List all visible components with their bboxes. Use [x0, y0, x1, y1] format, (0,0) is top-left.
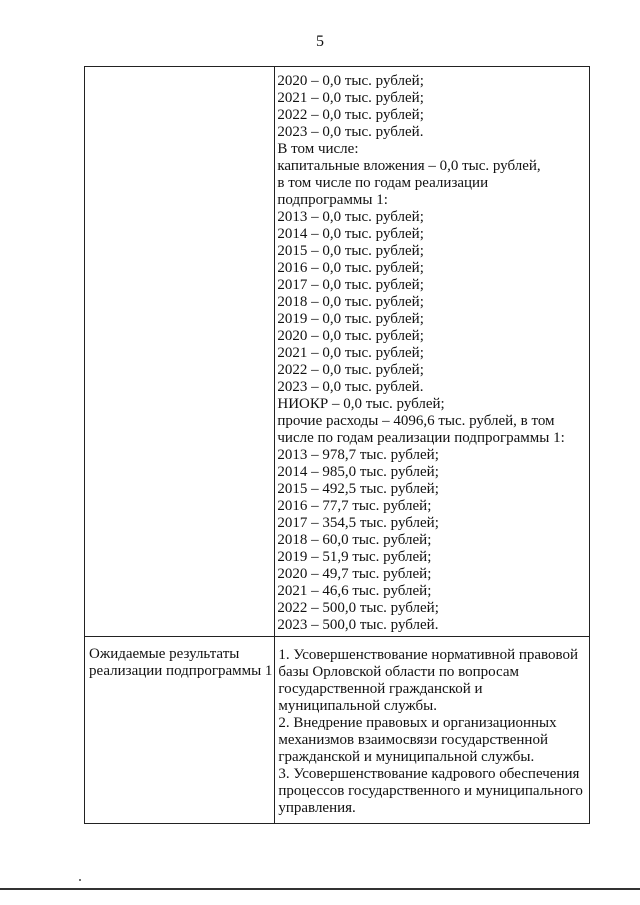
funding-label-cell [85, 67, 275, 637]
text-line: государственной гражданской и [278, 681, 483, 697]
text-line: 2021 – 0,0 тыс. рублей; [277, 90, 424, 106]
text-line: 2019 – 0,0 тыс. рублей; [277, 311, 424, 327]
text-line: 2018 – 60,0 тыс. рублей; [277, 532, 432, 548]
text-line: механизмов взаимосвязи государственной [278, 732, 548, 748]
text-line: 2021 – 0,0 тыс. рублей; [277, 345, 424, 361]
text-line: Ожидаемые результаты [89, 646, 240, 662]
text-line: подпрограммы 1: [277, 192, 388, 208]
subprogram-passport-table [84, 66, 590, 824]
results-value-lines [275, 637, 589, 823]
text-line: 2023 – 0,0 тыс. рублей. [277, 379, 424, 395]
text-line: 2021 – 46,6 тыс. рублей; [277, 583, 432, 599]
funding-value-cell [275, 67, 590, 637]
text-line: 2019 – 51,9 тыс. рублей; [277, 549, 432, 565]
text-line: 2013 – 0,0 тыс. рублей; [277, 209, 424, 225]
text-line: управления. [278, 800, 356, 816]
results-label-lines [85, 637, 274, 680]
funding-row [85, 67, 590, 637]
text-line: 2023 – 500,0 тыс. рублей. [277, 617, 439, 633]
results-row [85, 637, 590, 824]
text-line: в том числе по годам реализации [277, 175, 489, 191]
text-line: 2015 – 492,5 тыс. рублей; [277, 481, 439, 497]
text-line: 2015 – 0,0 тыс. рублей; [277, 243, 424, 259]
text-line: 2013 – 978,7 тыс. рублей; [277, 447, 439, 463]
text-line: 2017 – 0,0 тыс. рублей; [277, 277, 424, 293]
text-line: прочие расходы – 4096,6 тыс. рублей, в том [277, 413, 555, 429]
text-line: 2023 – 0,0 тыс. рублей. [277, 124, 424, 140]
scan-speck [79, 879, 81, 881]
text-line: 2018 – 0,0 тыс. рублей; [277, 294, 424, 310]
text-line: процессов государственного и муниципального [278, 783, 583, 799]
text-line: капитальные вложения – 0,0 тыс. рублей, [277, 158, 541, 174]
text-line: реализации подпрограммы 1 [89, 663, 273, 679]
text-line: НИОКР – 0,0 тыс. рублей; [277, 396, 445, 412]
bottom-scan-rule [0, 888, 640, 890]
page-number: 5 [316, 33, 324, 50]
text-line: муниципальной службы. [278, 698, 437, 714]
text-line: 2014 – 985,0 тыс. рублей; [277, 464, 439, 480]
text-line: 2020 – 49,7 тыс. рублей; [277, 566, 432, 582]
text-line: 2016 – 77,7 тыс. рублей; [277, 498, 432, 514]
text-line: 2016 – 0,0 тыс. рублей; [277, 260, 424, 276]
text-line: 2014 – 0,0 тыс. рублей; [277, 226, 424, 242]
text-line: 2020 – 0,0 тыс. рублей; [277, 73, 424, 89]
text-line: 3. Усовершенствование кадрового обеспечения [278, 766, 580, 782]
text-line: базы Орловской области по вопросам [278, 664, 520, 680]
text-line: 2022 – 0,0 тыс. рублей; [277, 107, 424, 123]
text-line: 2017 – 354,5 тыс. рублей; [277, 515, 439, 531]
text-line: 2022 – 0,0 тыс. рублей; [277, 362, 424, 378]
results-value-cell [275, 637, 590, 824]
text-line: В том числе: [277, 141, 359, 157]
results-label-cell [85, 637, 275, 824]
text-line: 1. Усовершенствование нормативной правовой [278, 647, 579, 663]
funding-lines [275, 67, 589, 636]
text-line: числе по годам реализации подпрограммы 1: [277, 430, 565, 446]
text-line: 2. Внедрение правовых и организационных [278, 715, 557, 731]
text-line: 2022 – 500,0 тыс. рублей; [277, 600, 439, 616]
text-line: гражданской и муниципальной службы. [278, 749, 535, 765]
text-line: 2020 – 0,0 тыс. рублей; [277, 328, 424, 344]
